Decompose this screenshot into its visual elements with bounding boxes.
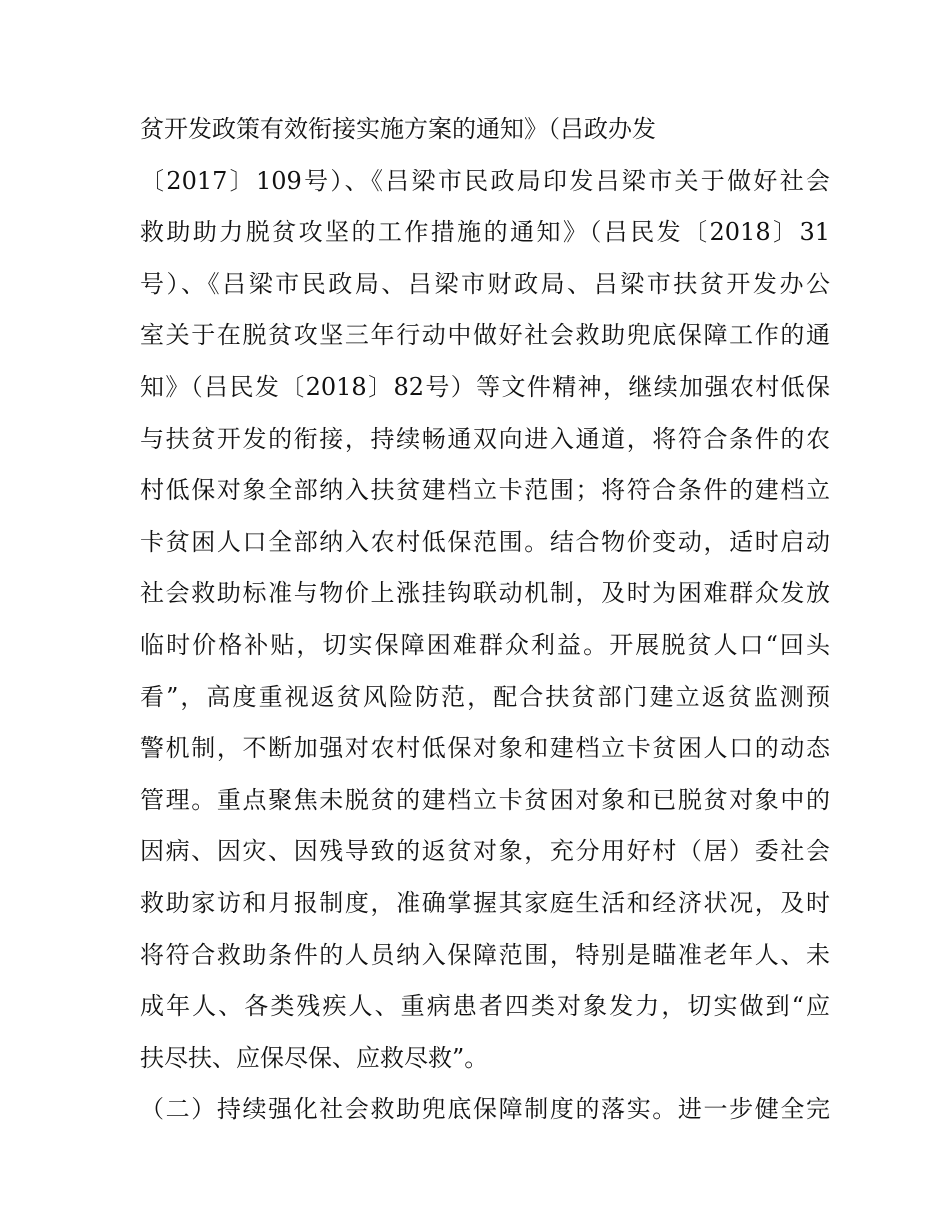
- text-line: 因病、因灾、因残导致的返贫对象，充分用好村（居）委社会: [140, 837, 830, 866]
- text-line: 贫开发政策有效衔接实施方案的通知》（吕政办发: [140, 115, 656, 143]
- text-line: 与扶贫开发的衔接，持续畅通双向进入通道，将符合条件的农: [140, 424, 830, 453]
- text-line: 救助家访和月报制度，准确掌握其家庭生活和经济状况，及时: [140, 888, 830, 917]
- text-line: 临时价格补贴，切实保障困难群众利益。开展脱贫人口“回头: [140, 630, 830, 659]
- text-line: 村低保对象全部纳入扶贫建档立卡范围；将符合条件的建档立: [140, 476, 830, 505]
- text-line: 管理。重点聚焦未脱贫的建档立卡贫困对象和已脱贫对象中的: [140, 785, 830, 814]
- text-line: 将符合救助条件的人员纳入保障范围，特别是瞄准老年人、未: [140, 940, 830, 969]
- text-line: 社会救助标准与物价上涨挂钩联动机制，及时为困难群众发放: [140, 579, 830, 608]
- text-line: 扶尽扶、应保尽保、应救尽救”。: [140, 1043, 489, 1072]
- text-line: 警机制，不断加强对农村低保对象和建档立卡贫困人口的动态: [140, 734, 830, 763]
- text-line: 知》（吕民发〔2018〕82号）等文件精神，继续加强农村低保: [140, 372, 830, 401]
- text-line: 号）、《吕梁市民政局、吕梁市财政局、吕梁市扶贫开发办公: [140, 269, 830, 298]
- text-line: 〔2017〕109号）、《吕梁市民政局印发吕梁市关于做好社会: [140, 166, 830, 195]
- text-line: 卡贫困人口全部纳入农村低保范围。结合物价变动，适时启动: [140, 527, 830, 556]
- text-line: 看”，高度重视返贫风险防范，配合扶贫部门建立返贫监测预: [140, 682, 830, 711]
- text-line: （二）持续强化社会救助兜底保障制度的落实。进一步健全完: [140, 1095, 830, 1124]
- text-line: 成年人、各类残疾人、重病患者四类对象发力，切实做到“应: [140, 992, 830, 1021]
- document-body-text: [140, 110, 830, 1142]
- text-line: 救助助力脱贫攻坚的工作措施的通知》（吕民发〔2018〕31: [140, 218, 830, 247]
- text-line: 室关于在脱贫攻坚三年行动中做好社会救助兜底保障工作的通: [140, 321, 830, 350]
